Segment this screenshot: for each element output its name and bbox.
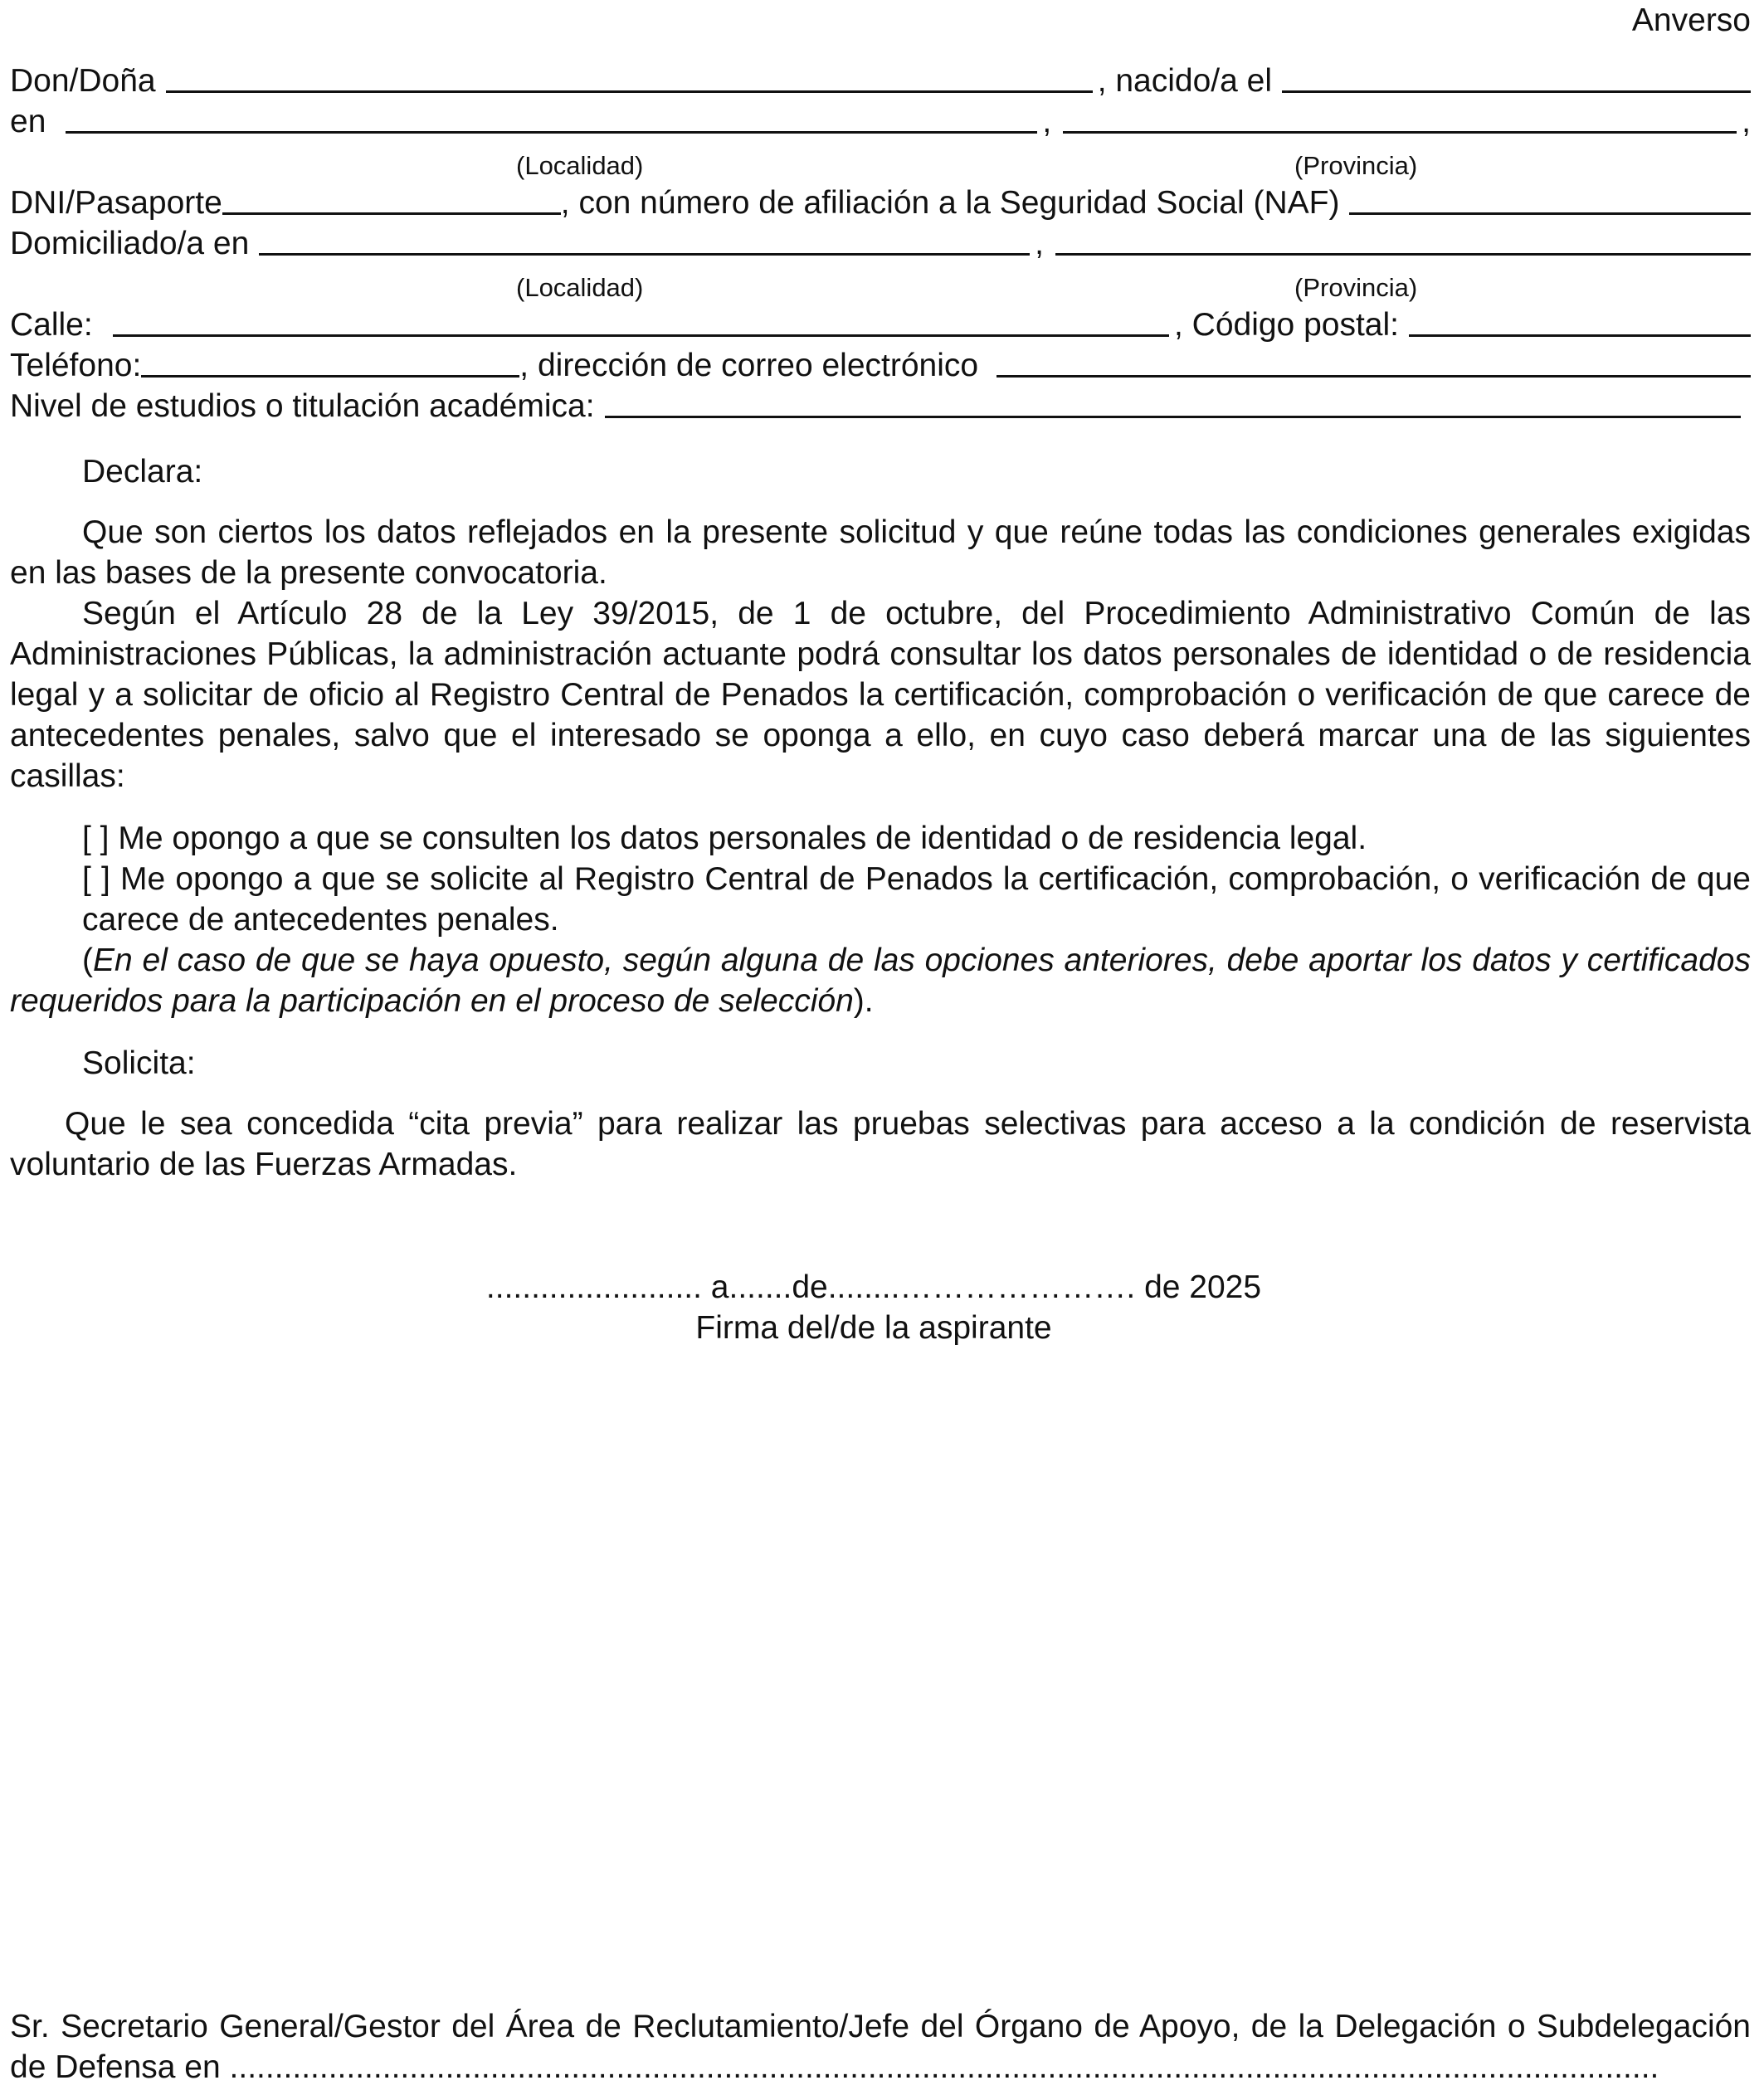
- street-row: [10, 304, 1751, 345]
- applicant-data-form: [10, 61, 1751, 426]
- email-label: , dirección de correo electrónico: [519, 348, 979, 383]
- phone-field-line[interactable]: [141, 345, 519, 378]
- provincia-caption: (Provincia): [1294, 273, 1418, 302]
- domicile-row: [10, 223, 1751, 264]
- solicita-body: [10, 1103, 1751, 1185]
- estudios-label: Nivel de estudios o titulación académica:: [10, 388, 595, 424]
- domicile-locality-field-line[interactable]: [259, 223, 1030, 256]
- note-close: ).: [853, 983, 874, 1019]
- provincia-caption: (Provincia): [1294, 151, 1418, 180]
- street-field-line[interactable]: [113, 304, 1169, 337]
- declara-body: [10, 512, 1751, 797]
- birth-province-field-line[interactable]: [1063, 101, 1737, 134]
- localidad-caption: (Localidad): [516, 151, 644, 180]
- dni-row: [10, 183, 1751, 223]
- dni-field-line[interactable]: [222, 183, 561, 215]
- cp-label: , Código postal:: [1173, 307, 1399, 343]
- addressee-text: Sr. Secretario General/Gestor del Área de Reclutamiento/Jefe del Órgano de Apoyo, de la Delegación o Subdelegación de Defensa en ...............................................................................................................................................................: [10, 2009, 1751, 2085]
- comma-separator: ,: [1035, 226, 1044, 261]
- dni-label: DNI/Pasaporte: [10, 185, 222, 221]
- calle-label: Calle:: [10, 307, 93, 343]
- footer-addressee: [10, 2006, 1751, 2088]
- document-page: [10, 0, 1751, 2090]
- signature-date-line[interactable]: ........................ a.......de........…………………. de 2025: [485, 1269, 1262, 1305]
- declara-heading: Declara:: [82, 454, 203, 490]
- opposition-options: [10, 818, 1751, 1021]
- domicile-province-field-line[interactable]: [1055, 223, 1751, 256]
- opposition-note: [10, 940, 1751, 1021]
- birth-locality-field-line[interactable]: [66, 101, 1037, 134]
- naf-field-line[interactable]: [1349, 183, 1751, 215]
- email-field-line[interactable]: [997, 345, 1751, 378]
- naf-label: , con número de afiliación a la Seguridad Social (NAF): [560, 185, 1340, 221]
- birthplace-row: [10, 101, 1751, 142]
- birthdate-field-line[interactable]: [1282, 61, 1751, 93]
- don-label: Don/Doña: [10, 63, 156, 99]
- side-label: Anverso: [1631, 2, 1751, 38]
- declara-paragraph-2: Según el Artículo 28 de la Ley 39/2015, de 1 de octubre, del Procedimiento Administrativo Común de las Administraciones Públicas, la administración actuante podrá consultar los datos personales de identidad o de residencia legal y a solicitar de oficio al Registro Central de Penados la certificación, comprobación o verificación de que carece de antecedentes penales, salvo que el interesado se oponga a ello, en cuyo caso deberá marcar una de las siguientes casillas:: [10, 596, 1751, 794]
- domicile-captions: [10, 264, 1751, 304]
- localidad-caption: (Localidad): [516, 273, 644, 302]
- studies-field-line[interactable]: [605, 386, 1741, 418]
- signature-label: Firma del/de la aspirante: [695, 1310, 1052, 1346]
- name-field-line[interactable]: [166, 61, 1093, 93]
- opposition-option-identity[interactable]: [ ] Me opongo a que se consulten los datos personales de identidad o de residencia legal.: [82, 821, 1367, 856]
- telefono-label: Teléfono:: [10, 348, 142, 383]
- note-open: (: [82, 943, 93, 978]
- nacido-label: , nacido/a el: [1097, 63, 1272, 99]
- en-label: en: [10, 104, 46, 139]
- domicilio-label: Domiciliado/a en: [10, 226, 250, 261]
- birthplace-captions: [10, 142, 1751, 183]
- studies-row: [10, 386, 1751, 426]
- comma-separator: ,: [1742, 104, 1751, 139]
- signature-block: [3, 1267, 1744, 1348]
- declara-section: [10, 451, 1751, 492]
- solicita-paragraph: Que le sea concedida “cita previa” para realizar las pruebas selectivas para acceso a la condición de reservista voluntario de las Fuerzas Armadas.: [10, 1106, 1751, 1182]
- declara-paragraph-1: Que son ciertos los datos reflejados en la presente solicitud y que reúne todas las condiciones generales exigidas en las bases de la presente convocatoria.: [10, 514, 1751, 591]
- solicita-heading: Solicita:: [82, 1045, 196, 1081]
- opposition-option-criminal-record[interactable]: [ ] Me opongo a que se solicite al Registro Central de Penados la certificación, comprobación, o verificación de que carece de antecedentes penales.: [82, 861, 1751, 938]
- name-row: [10, 61, 1751, 101]
- postal-code-field-line[interactable]: [1409, 304, 1751, 337]
- comma-separator: ,: [1042, 104, 1052, 139]
- phone-row: [10, 345, 1751, 386]
- solicita-section: [10, 1043, 1751, 1084]
- note-italic: En el caso de que se haya opuesto, según alguna de las opciones anteriores, debe aportar los datos y certificados requeridos para la participación en el proceso de selección: [10, 943, 1751, 1019]
